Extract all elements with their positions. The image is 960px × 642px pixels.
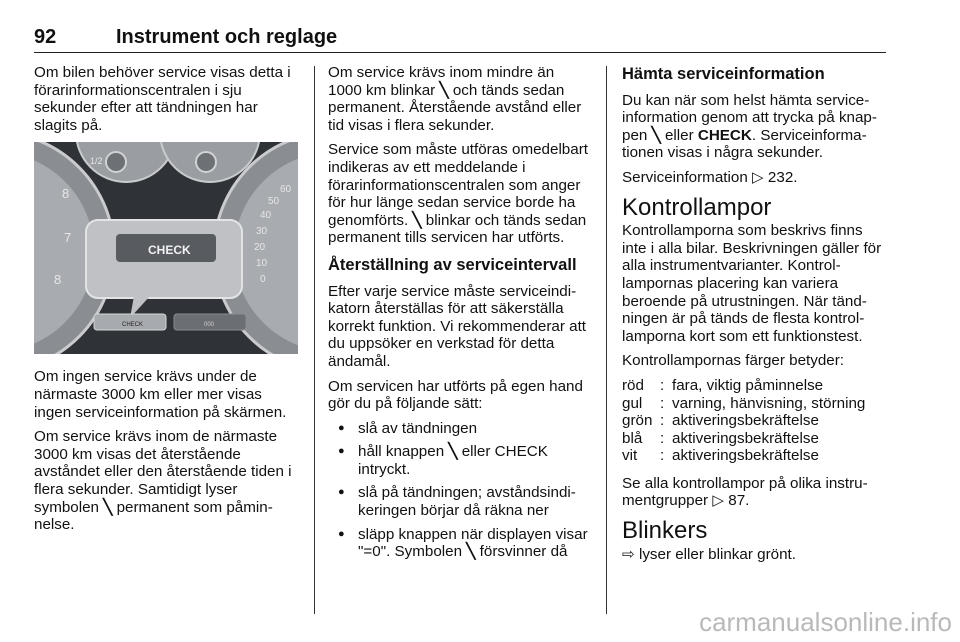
- page-title: Instrument och reglage: [116, 26, 338, 48]
- color-meaning: aktiveringsbekräftelse: [672, 447, 819, 465]
- gauge-tick-label: 20: [254, 242, 266, 254]
- color-name: röd: [622, 376, 644, 394]
- text-run: permanent som påminnelse.: [34, 498, 273, 534]
- paragraph: [622, 475, 886, 510]
- column-1: [34, 64, 300, 541]
- list-item: ● slå på tändningen; avståndsindikeringen börjar då räkna ner: [328, 484, 592, 519]
- text-run: Se alla kontrollampor på olika instrumentgrupper: [622, 474, 868, 510]
- paragraph: [328, 64, 592, 134]
- text-run: eller: [660, 126, 698, 144]
- column-3: [622, 64, 886, 570]
- section-heading: Kontrollampor: [622, 193, 772, 221]
- page-number: 92: [34, 26, 57, 48]
- gauge-tick-label: 1/2: [90, 156, 103, 167]
- text-run: blinkar och tänds sedan permanent tills servicen har utförts.: [328, 211, 587, 247]
- wrench-icon: ╲: [103, 498, 113, 516]
- text-run: Om service krävs inom mindre än 1000 km blinkar: [328, 64, 555, 99]
- paragraph: Om ingen service krävs under de närmaste 3000 km eller mer visas ingen serviceinformation på skärmen.: [34, 368, 287, 421]
- text-run: Om service krävs inom de närmaste 3000 km visas det återstående avståndet eller den återstående tiden i flera sekunder. Samtidigt lyser symbolen: [34, 428, 292, 516]
- paragraph: [34, 428, 300, 534]
- list-item: [328, 443, 592, 478]
- turn-signal-arrow-icon: ⇨: [622, 545, 635, 563]
- instrument-cluster-figure: [34, 142, 298, 354]
- text-run: Serviceinformation: [622, 168, 752, 186]
- wrench-icon: ╲: [448, 443, 458, 461]
- wrench-icon: ╲: [651, 126, 661, 144]
- paragraph: Kontrollamporna som beskrivs finns inte i alla bilar. Beskrivningen gäller för alla instrumentvarianter. Kontrollampornas placering kan variera beroende på utrustningen. När tändningen är på tänds de flesta kontrollamporna kort som ett funktionstest.: [622, 222, 882, 345]
- gauge-tick-label: 8: [62, 186, 70, 202]
- text-run: håll knappen: [358, 443, 449, 461]
- text-run: försvinner då: [475, 543, 568, 561]
- table-row: [622, 430, 865, 448]
- gauge-tick-label: 7: [64, 230, 72, 246]
- column-divider: [314, 66, 315, 614]
- page-reference[interactable]: 87.: [728, 492, 750, 510]
- color-name: blå: [622, 429, 643, 447]
- text-run: Du kan när som helst hämta serviceinformation genom att trycka på knappen: [622, 91, 877, 144]
- paragraph: Om servicen har utförts på egen hand gör du på följande sätt:: [328, 377, 583, 413]
- color-meaning: aktiveringsbekräftelse: [672, 412, 819, 430]
- page-header: [34, 26, 886, 53]
- check-button-label: CHECK: [122, 322, 144, 329]
- gauge-tick-label: 8: [54, 272, 62, 288]
- text-run: släpp knappen när displayen visar "=0". Symbolen: [358, 525, 588, 561]
- text-run: . Serviceinformationen visas i några sekunder.: [622, 126, 867, 162]
- page-ref-arrow-icon: ▷: [712, 492, 725, 510]
- table-row: [622, 377, 865, 395]
- wrench-icon: ╲: [439, 81, 449, 99]
- separator: :: [660, 429, 665, 447]
- gauge-tick-label: 60: [280, 184, 292, 196]
- color-name: gul: [622, 394, 643, 412]
- paragraph: [622, 169, 886, 187]
- page-ref-arrow-icon: ▷: [752, 168, 764, 186]
- wrench-icon: ╲: [412, 211, 422, 229]
- color-meaning: aktiveringsbekräftelse: [672, 429, 819, 447]
- paragraph: Efter varje service måste serviceindikatorn återställas för att säkerställa korrekt funktion. Vi rekommenderar att du uppsöker en verkstad för detta ändamål.: [328, 282, 587, 370]
- list-item: ● slå av tändningen: [328, 420, 592, 438]
- right-button-label: 000: [204, 322, 215, 329]
- color-meaning-table: [622, 377, 865, 465]
- column-2: [328, 64, 592, 567]
- wrench-icon: ╲: [466, 543, 476, 561]
- color-meaning: varning, hänvisning, störning: [672, 394, 866, 412]
- paragraph: Om bilen behöver service visas detta i förarinformationscentralen i sju sekunder efter att tändningen har slagits på.: [34, 64, 291, 134]
- table-row: [622, 395, 865, 413]
- text-run: och tänds sedan permanent. Återstående avstånd eller tid visas i flera sekunder.: [328, 81, 582, 134]
- text-run: Service som måste utföras omedelbart indikeras av ett meddelande i förarinformationscentralen som anger för hur länge sedan service borde ha genomförts.: [328, 141, 588, 229]
- column-divider: [606, 66, 607, 614]
- page-reference[interactable]: 232.: [767, 168, 798, 186]
- paragraph: [328, 141, 592, 247]
- check-button-name: CHECK: [697, 126, 752, 144]
- section-heading: Blinkers: [622, 517, 708, 545]
- section-heading: Återställning av serviceintervall: [328, 255, 577, 274]
- gauge-tick-label: 30: [256, 226, 268, 238]
- separator: :: [660, 412, 665, 430]
- color-name: grön: [622, 412, 653, 430]
- gauge-tick-label: 0: [260, 274, 266, 286]
- list-item: [328, 526, 592, 561]
- color-name: vit: [622, 447, 638, 465]
- check-message: CHECK: [148, 243, 191, 258]
- separator: :: [660, 447, 665, 465]
- paragraph: Kontrollampornas färger betyder:: [622, 352, 845, 370]
- gauge-tick-label: 40: [260, 210, 272, 222]
- paragraph: [622, 546, 886, 564]
- steps-list: [328, 420, 592, 561]
- separator: :: [660, 376, 665, 394]
- text-run: lyser eller blinkar grönt.: [634, 545, 796, 563]
- table-row: [622, 412, 865, 430]
- section-heading: Hämta serviceinformation: [622, 65, 825, 83]
- paragraph: [622, 92, 886, 162]
- separator: :: [660, 394, 665, 412]
- watermark: carmanualsonline.info: [699, 607, 952, 637]
- table-row: [622, 447, 865, 465]
- text-run: eller CHECK intryckt.: [358, 443, 548, 478]
- gauge-tick-label: 50: [268, 196, 280, 208]
- instrument-cluster-illustration: [34, 142, 298, 354]
- gauge-tick-label: 10: [256, 258, 268, 270]
- color-meaning: fara, viktig påminnelse: [672, 376, 824, 394]
